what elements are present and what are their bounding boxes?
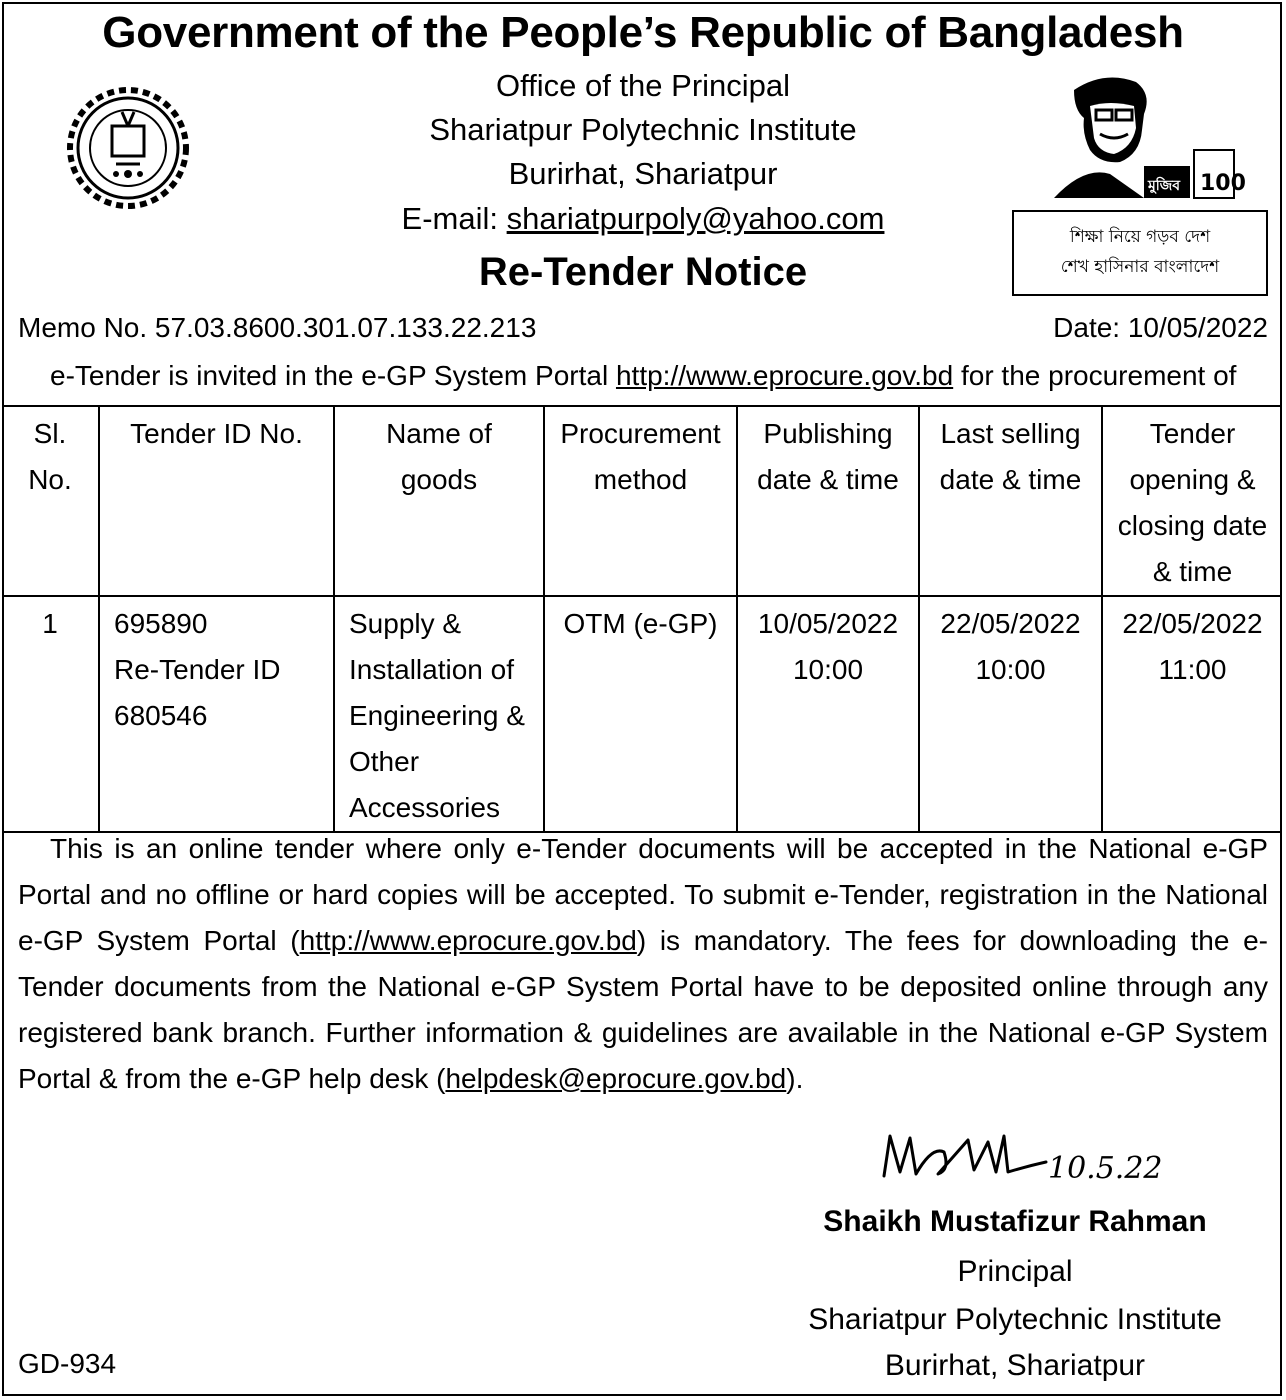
header-tender-id: Tender ID No.	[99, 406, 334, 596]
table-row	[2, 596, 1282, 832]
office-line-3: Burirhat, Shariatpur	[508, 156, 778, 191]
terms-text-2: ) is mandatory. The fees for downloading the e-Tender documents from the National e-GP System Portal have to be deposited online through any registered bank branch. Further information & guidelines are available in the National e-GP System Portal & from the e-GP help desk (	[18, 925, 1268, 1094]
email-label: E-mail:	[401, 201, 507, 236]
memo-number: Memo No. 57.03.8600.301.07.133.22.213	[18, 312, 537, 343]
office-line-2: Shariatpur Polytechnic Institute	[429, 112, 857, 147]
terms-text-3: ).	[786, 1063, 804, 1094]
signatory-location: Burirhat, Shariatpur	[884, 1349, 1146, 1382]
office-line-1: Office of the Principal	[495, 68, 791, 103]
institute-seal-icon	[62, 86, 194, 210]
header-opening-closing-date: Tender opening & closing date & time	[1102, 406, 1282, 596]
notice-title: Re-Tender Notice	[478, 250, 808, 294]
mujib-100-emblem-icon	[1044, 70, 1246, 202]
eprocure-link[interactable]: http://www.eprocure.gov.bd	[615, 360, 954, 391]
email-link[interactable]: shariatpurpoly@yahoo.com	[506, 201, 885, 236]
eprocure-link-2[interactable]: http://www.eprocure.gov.bd	[299, 925, 637, 956]
cell-publishing-date: 10/05/2022 10:00	[737, 596, 919, 832]
cell-last-selling-date: 22/05/2022 10:00	[919, 596, 1102, 832]
helpdesk-email-link[interactable]: helpdesk@eprocure.gov.bd	[445, 1063, 787, 1094]
header-goods-name: Name of goods	[334, 406, 544, 596]
svg-text:মুজিব: মুজিব	[1148, 178, 1181, 194]
cell-goods-name: Supply & Installation of Engineering & Other Accessories	[334, 596, 544, 832]
slogan-line-2: শেখ হাসিনার বাংলাদেশ	[1060, 257, 1220, 277]
slogan-line-1: শিক্ষা নিয়ে গড়ব দেশ	[1069, 227, 1211, 247]
intro-text-after: for the procurement of	[953, 360, 1237, 391]
handwritten-signature-icon	[878, 1126, 1178, 1192]
email-line	[343, 197, 943, 241]
terms-text-1: This is an online tender where only e-Tender documents will be accepted in the National e-GP Portal and no offline or hard copies will be accepted. To submit e-Tender, registration in the National e-GP System Portal (	[18, 833, 1268, 956]
header-last-selling-date: Last selling date & time	[919, 406, 1102, 596]
slogan-box	[1012, 210, 1268, 296]
intro-text-before: e-Tender is invited in the e-GP System Portal	[50, 360, 616, 391]
svg-text:100: 100	[1200, 171, 1246, 196]
cell-tender-id: 695890 Re-Tender ID 680546	[99, 596, 334, 832]
cell-sl-no: 1	[2, 596, 99, 832]
signatory-institute: Shariatpur Polytechnic Institute	[808, 1303, 1222, 1336]
cell-opening-closing-date: 22/05/2022 11:00	[1102, 596, 1282, 832]
government-heading: Government of the People’s Republic of Bangladesh	[102, 8, 1184, 57]
notice-date: Date: 10/05/2022	[1053, 312, 1268, 343]
table-header-row	[2, 406, 1282, 596]
gd-code: GD-934	[18, 1348, 117, 1379]
header-procurement-method: Procurement method	[544, 406, 737, 596]
tender-table	[2, 405, 1282, 833]
header-publishing-date: Publishing date & time	[737, 406, 919, 596]
intro-line	[50, 360, 1236, 392]
terms-paragraph	[18, 826, 1268, 1102]
svg-text:10.5.22: 10.5.22	[1048, 1151, 1163, 1186]
signatory-name: Shaikh Mustafizur Rahman	[823, 1205, 1207, 1238]
signatory-title: Principal	[957, 1255, 1073, 1288]
cell-procurement-method: OTM (e-GP)	[544, 596, 737, 832]
header-sl-no: Sl. No.	[2, 406, 99, 596]
